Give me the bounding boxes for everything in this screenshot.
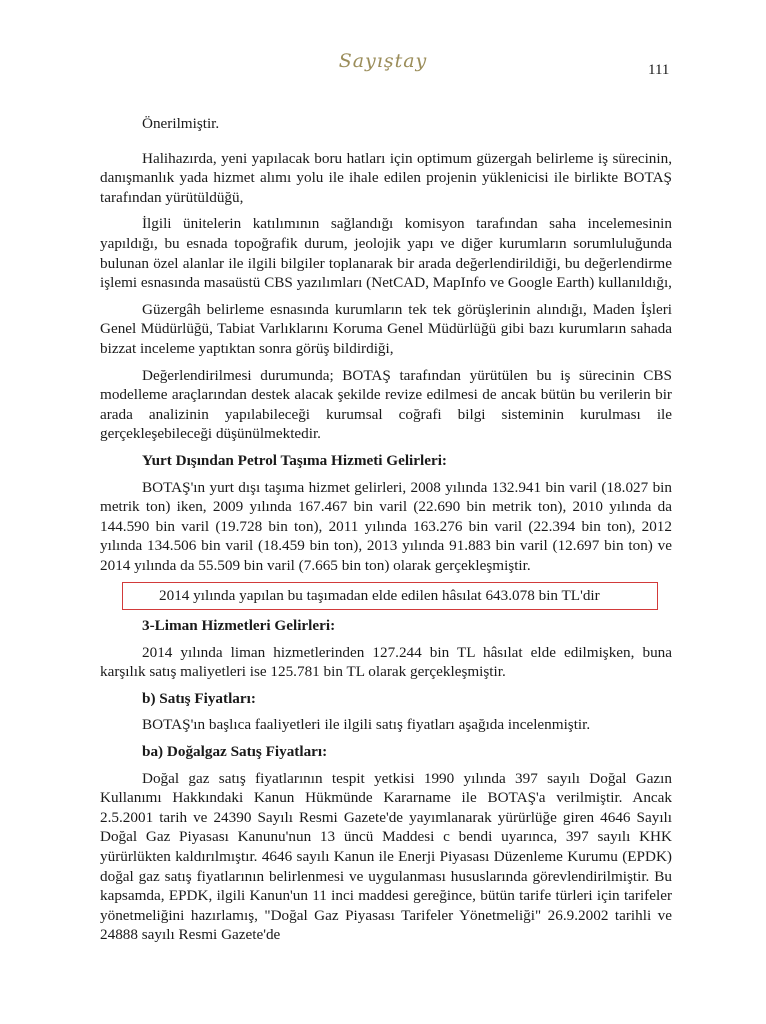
- highlighted-statement: 2014 yılında yapılan bu taşımadan elde edilen hâsılat 643.078 bin TL'dir: [122, 582, 658, 610]
- paragraph: Önerilmiştir.: [142, 115, 220, 132]
- sayistay-logo: Sayıştay: [338, 50, 428, 72]
- paragraph: İlgili ünitelerin katılımının sağlandığı komisyon tarafından saha incelemesinin yapıldığı, bu esnada topoğrafik durum, jeolojik yapı ve diğer kurumların sorumluluğunda bulunan özel alanlar ile ilgili bilgiler toplanarak bir arada değerlendirildiği, bu değerlendirme işlemi esnasında masaüstü CBS yazılımları (NetCAD, MapInfo ve Google Earth) kullanıldığı,: [100, 215, 672, 292]
- paragraph: Güzergâh belirleme esnasında kurumların tek tek görüşlerinin alındığı, Maden İşleri Genel Müdürlüğü, Tabiat Varlıklarını Koruma Genel Müdürlüğü gibi bazı kurumların sahada bizzat inceleme yaptıktan sonra görüş bildirdiği,: [100, 300, 672, 357]
- document-body: [100, 114, 672, 952]
- paragraph: Halihazırda, yeni yapılacak boru hatları için optimum güzergah belirleme iş sürecinin, danışmanlık yada hizmet alımı yolu ile ihale edilen projenin yüklenicisi ile birlikte BOTAŞ tarafından yürütüldüğü,: [100, 149, 672, 206]
- paragraph: Değerlendirilmesi durumunda; BOTAŞ tarafından yürütülen bu iş sürecinin CBS modelleme araçlarından destek alacak şekilde revize edilmesi de ancak bütün bu verilerin bir arada analizinin yapılabileceği kurumsal coğrafi bilgi sisteminin kurulması ile gerçekleşebileceği düşünülmektedir.: [100, 366, 672, 443]
- section-heading: Yurt Dışından Petrol Taşıma Hizmeti Gelirleri:: [142, 451, 447, 469]
- section-heading: b) Satış Fiyatları:: [142, 689, 256, 707]
- paragraph: 2014 yılında liman hizmetlerinden 127.244 bin TL hâsılat elde edilmişken, buna karşılık satış maliyetleri ise 125.781 bin TL olarak gerçekleşmiştir.: [100, 643, 672, 681]
- paragraph: BOTAŞ'ın yurt dışı taşıma hizmet gelirleri, 2008 yılında 132.941 bin varil (18.027 bin metrik ton) iken, 2009 yılında 167.467 bin varil (22.690 bin metrik ton), 2010 yılında da 144.590 bin varil (19.728 bin ton), 2011 yılında 163.276 bin varil (22.394 bin ton), 2012 yılında 134.506 bin varil (18.459 bin ton), 2013 yılında 91.883 bin varil (12.697 bin ton) ve 2014 yılında da 55.509 bin varil (7.665 bin ton) olarak gerçekleşmiştir.: [100, 478, 672, 574]
- section-heading: 3-Liman Hizmetleri Gelirleri:: [142, 617, 336, 635]
- paragraph: BOTAŞ'ın başlıca faaliyetleri ile ilgili satış fiyatları aşağıda incelenmiştir.: [142, 716, 591, 734]
- paragraph: Doğal gaz satış fiyatlarının tespit yetkisi 1990 yılında 397 sayılı Doğal Gazın Kullanımı Hakkındaki Kanun Hükmünde Kararname ile BOTAŞ'a verilmiştir. Ancak 2.5.2001 tarih ve 24390 Sayılı Resmi Gazete'de yayımlanarak yürürlüğe giren 4646 Sayılı Doğal Gaz Piyasası Kanunu'nun 13 üncü Maddesi c bendi uyarınca, 397 sayılı KHK yürürlükten kaldırılmıştır. 4646 sayılı Kanun ile Enerji Piyasası Düzenleme Kurumu (EPDK) doğal gaz satış fiyatlarının belirlenmesi ve uygulanması hususlarında görevlendirilmiştir. Bu kapsamda, EPDK, ilgili Kanun'un 11 inci maddesi gereğince, bütün tarife türleri için tarifeler yönetmeliğini hazırlamış, "Doğal Gaz Piyasası Tarifeler Yönetmeliği" 26.9.2002 tarihli ve 24888 sayılı Resmi Gazete'de: [100, 769, 672, 944]
- section-heading: ba) Doğalgaz Satış Fiyatları:: [142, 743, 328, 761]
- page-number: 111: [648, 62, 670, 78]
